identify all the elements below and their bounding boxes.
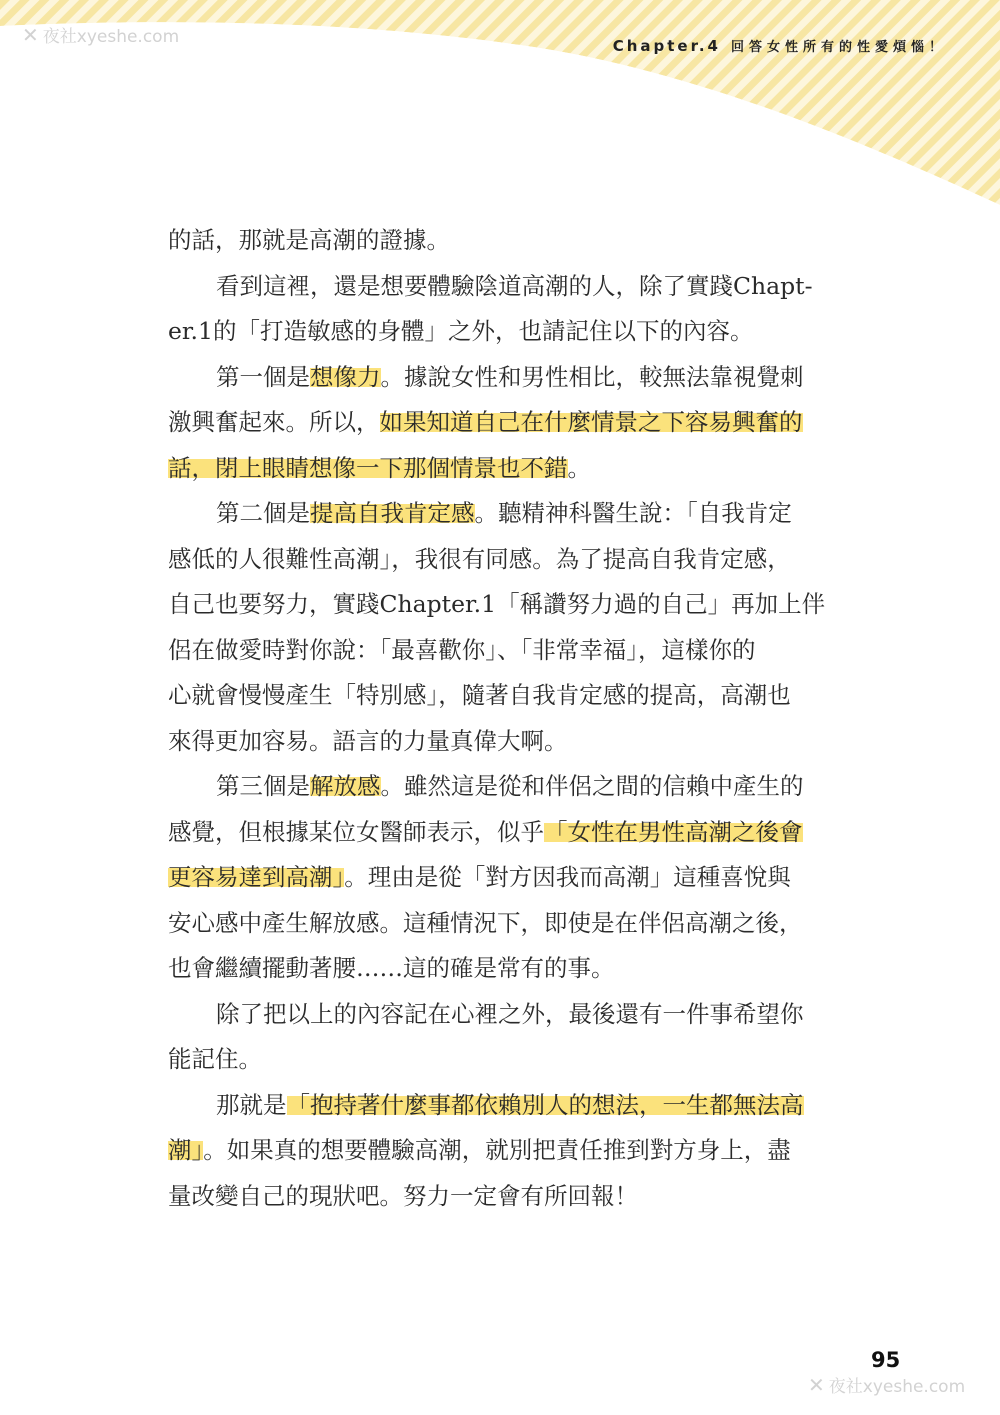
text-line (168, 946, 858, 992)
body-text (168, 218, 858, 1219)
text-run: 激興奮起來。所以， (168, 408, 380, 436)
text-run: 的話，那就是高潮的證據。 (168, 226, 450, 254)
text-run: 。 (567, 453, 591, 482)
text-run: 心就會慢慢產生「特別感」，隨著自我肯定感的提高，高潮也 (168, 681, 791, 709)
text-run: 安心感中產生解放感。這種情況下，即使是在伴侶高潮之後， (168, 908, 803, 937)
text-run: 量改變自己的現狀吧。努力一定會有所回報！ (168, 1181, 638, 1210)
text-line (168, 1037, 858, 1083)
text-line (168, 719, 858, 765)
text-line (168, 582, 858, 628)
text-run: 第三個是 (216, 772, 310, 800)
text-run: 看到這裡，還是想要體驗陰道高潮的人，除了實踐Chapt- (216, 271, 813, 300)
text-run: 那就是 (216, 1090, 287, 1119)
text-line (168, 628, 858, 674)
text-run: 侶在做愛時對你說：「最喜歡你」、「非常幸福」，這樣你的 (168, 635, 756, 664)
highlighted-text: 解放感 (310, 772, 381, 800)
text-run: 感覺，但根據某位女醫師表示，似乎 (168, 817, 544, 846)
text-line (168, 446, 858, 492)
text-run: 。據說女性和男性相比，較無法靠視覺刺 (380, 362, 804, 391)
watermark-text: 夜社xyeshe.com (42, 27, 180, 47)
highlighted-text: 提高自我肯定感 (310, 499, 475, 527)
highlighted-text: 「抱持著什麼事都依賴別人的想法，一生都無法高 (286, 1090, 804, 1119)
text-line (168, 901, 858, 947)
highlighted-text: 潮」 (168, 1136, 204, 1164)
text-line (168, 400, 858, 446)
chapter-label: Chapter.4 (612, 37, 721, 55)
chapter-subtitle: 回答女性所有的性愛煩惱！ (730, 40, 947, 55)
text-run: er.1的「打造敏感的身體」之外，也請記住以下的內容。 (168, 317, 754, 345)
highlighted-text: 如果知道自己在什麼情景之下容易興奮的 (379, 408, 803, 436)
text-run: 感低的人很難性高潮」，我很有同感。為了提高自我肯定感， (168, 544, 791, 573)
highlighted-text: 想像力 (310, 362, 381, 391)
text-line (168, 264, 858, 310)
watermark-bottom (808, 1372, 965, 1397)
text-run: 。聽精神科醫生說：「自我肯定 (474, 499, 792, 527)
text-line (168, 992, 858, 1038)
text-line (168, 1128, 858, 1174)
text-line (168, 1083, 858, 1129)
x-logo-icon: ✕ (22, 23, 39, 47)
text-run: 。雖然這是從和伴侶之間的信賴中產生的 (380, 772, 804, 800)
text-run: 第二個是 (216, 499, 310, 527)
text-run: 也會繼續擺動著腰……這的確是常有的事。 (168, 954, 615, 982)
highlighted-text: 更容易達到高潮」 (168, 863, 345, 891)
highlighted-text: 話，閉上眼睛想像一下那個情景也不錯 (168, 453, 568, 482)
text-run: 第一個是 (216, 362, 310, 391)
text-line (168, 309, 858, 355)
text-line (168, 355, 858, 401)
text-run: 來得更加容易。語言的力量真偉大啊。 (168, 726, 568, 755)
text-run: 自己也要努力，實踐Chapter.1「稱讚努力過的自己」再加上伴 (168, 590, 826, 618)
highlighted-text: 「女性在男性高潮之後會 (544, 817, 803, 846)
watermark-text: 夜社xyeshe.com (828, 1377, 966, 1397)
text-line (168, 537, 858, 583)
text-run: 。如果真的想要體驗高潮，就別把責任推到對方身上，盡 (203, 1136, 791, 1164)
text-line (168, 491, 858, 537)
x-logo-icon: ✕ (808, 1373, 825, 1397)
watermark-top (22, 22, 179, 47)
running-head (613, 36, 947, 55)
text-line (168, 764, 858, 810)
text-run: 除了把以上的內容記在心裡之外，最後還有一件事希望你 (216, 999, 804, 1028)
text-run: 。理由是從「對方因我而高潮」這種喜悅與 (344, 863, 791, 891)
text-line (168, 1174, 858, 1220)
page-number: 95 (871, 1348, 901, 1372)
text-line (168, 673, 858, 719)
text-line (168, 855, 858, 901)
text-line (168, 810, 858, 856)
text-run: 能記住。 (168, 1045, 262, 1073)
text-line (168, 218, 858, 264)
